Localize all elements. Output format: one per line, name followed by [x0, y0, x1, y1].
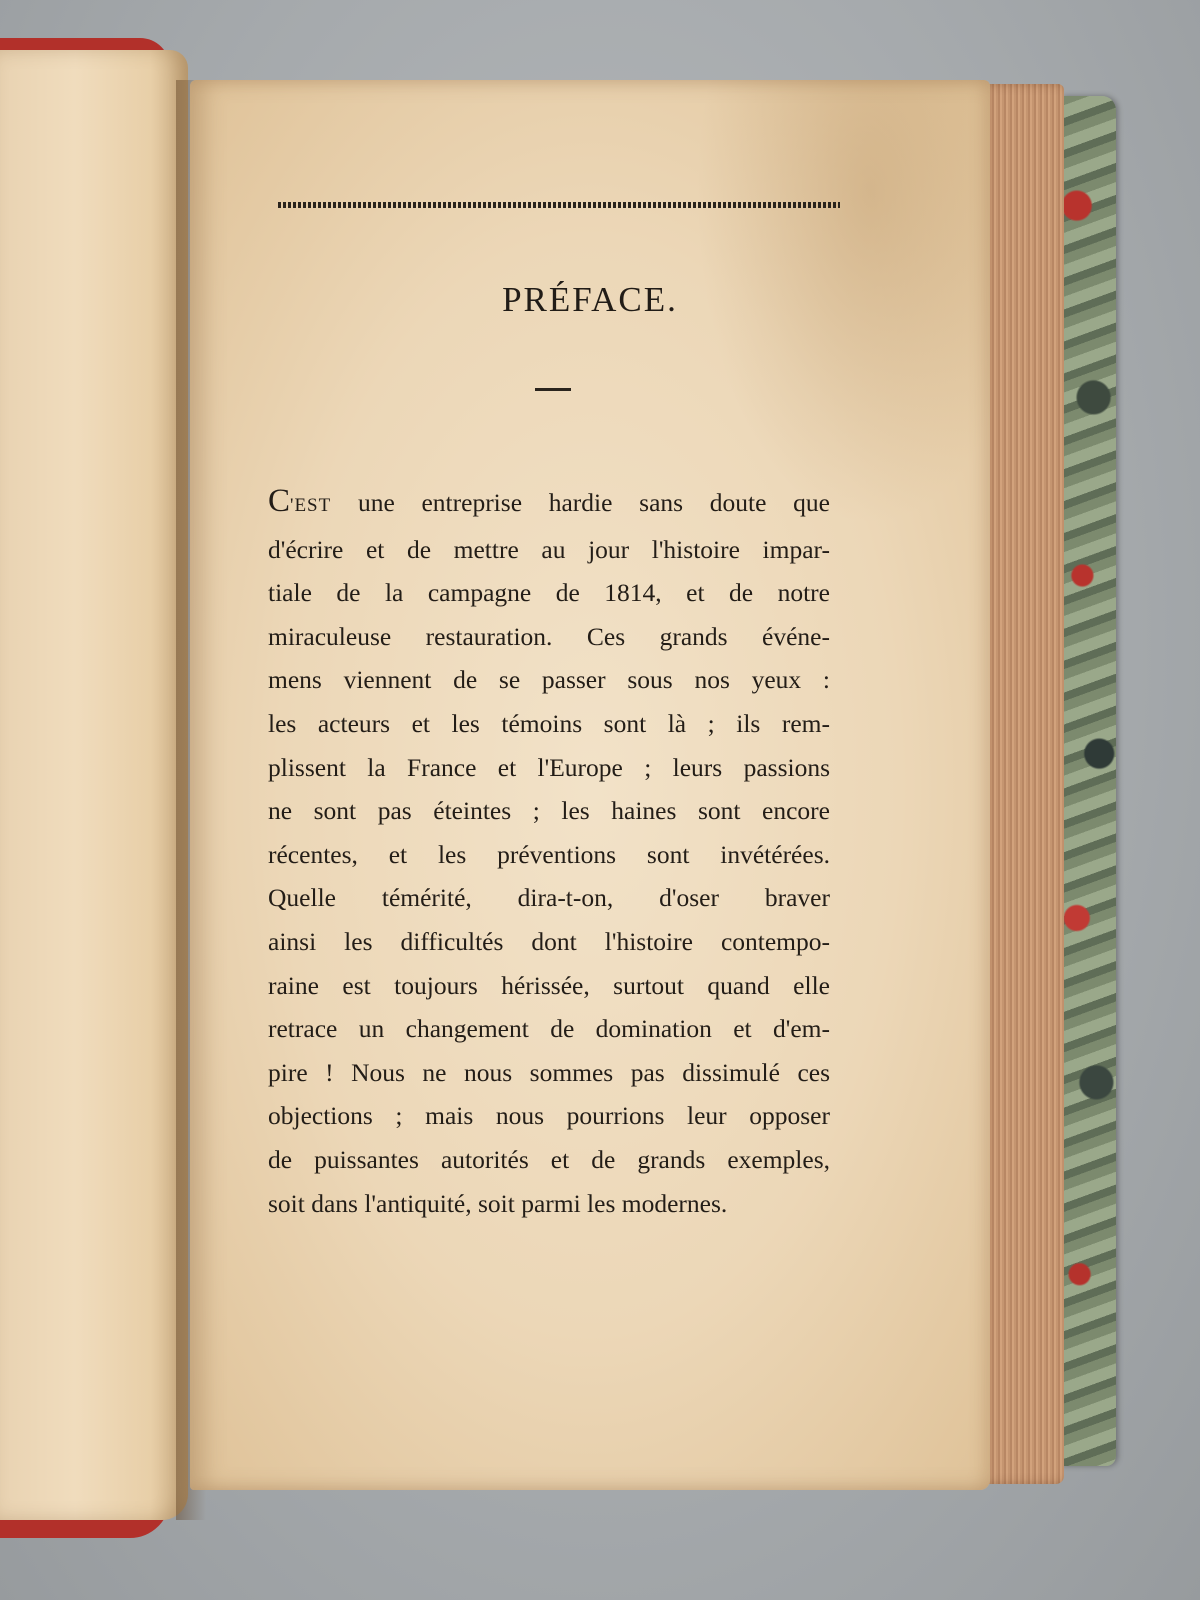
text-line: Quelle témérité, dira-t-on, d'oser braver [268, 883, 830, 913]
text-line: retrace un changement de domination et d'em- [268, 1014, 830, 1044]
text-line: mens viennent de se passer sous nos yeux : [268, 665, 830, 695]
text-line: pire ! Nous ne nous sommes pas dissimulé ces [268, 1057, 830, 1087]
text-line: tiale de la campagne de 1814, et de notre [268, 578, 830, 608]
text-line: raine est toujours hérissée, surtout quand elle [268, 970, 830, 1000]
text-line: plissent la France et l'Europe ; leurs passions [268, 752, 830, 782]
preface-text [268, 480, 830, 1225]
text-line: les acteurs et les témoins sont là ; ils rem- [268, 708, 830, 738]
first-word-rest: 'EST [290, 495, 332, 516]
initial-letter: C [268, 483, 291, 519]
marbled-cover [1060, 96, 1116, 1466]
title-dash [535, 388, 571, 391]
text-line: objections ; mais nous pourrions leur opposer [268, 1101, 830, 1131]
right-page [190, 80, 990, 1490]
text-line: soit dans l'antiquité, soit parmi les modernes. [268, 1188, 728, 1218]
text-line: ne sont pas éteintes ; les haines sont encore [268, 796, 830, 826]
text-line: d'écrire et de mettre au jour l'histoire impar- [268, 534, 830, 564]
ornamental-rule [278, 200, 840, 210]
text-line: C'EST une entreprise hardie sans doute que [268, 483, 830, 519]
left-page [0, 50, 188, 1520]
text-line: récentes, et les préventions sont invétérées. [268, 839, 830, 869]
page-title: PRÉFACE. [502, 280, 678, 319]
text-line: ainsi les difficultés dont l'histoire contempo- [268, 926, 830, 956]
page-fore-edge [978, 84, 1064, 1484]
text-line: miraculeuse restauration. Ces grands événe- [268, 621, 830, 651]
text-line: de puissantes autorités et de grands exemples, [268, 1144, 830, 1174]
